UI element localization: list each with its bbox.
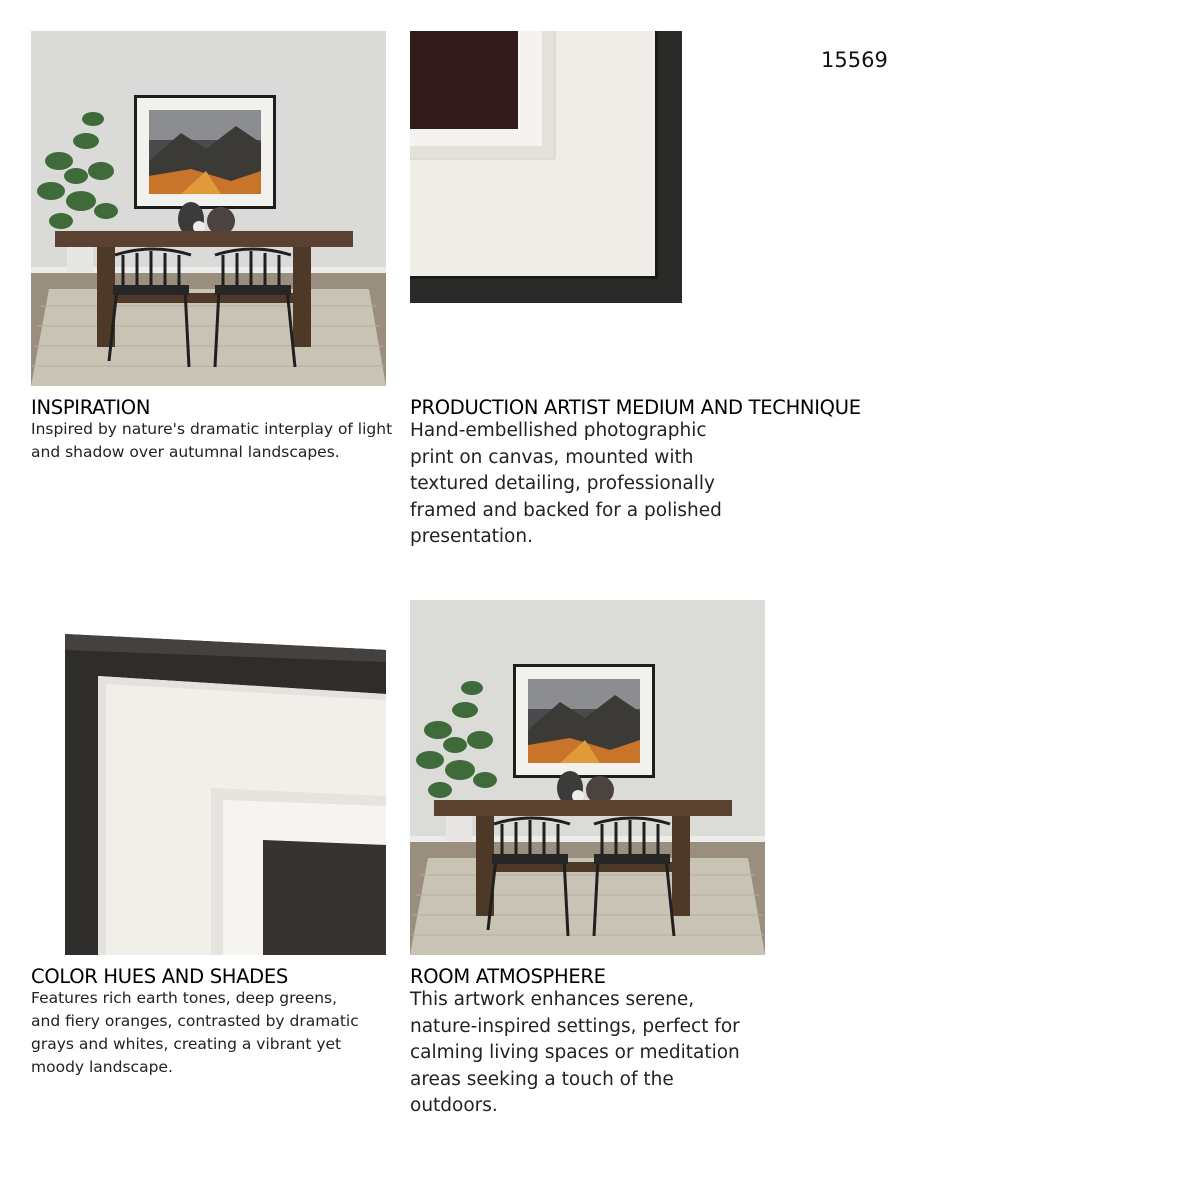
section-body-room: This artwork enhances serene, nature-inspired settings, perfect for calming living spaces or meditation areas seeking a touch of the outdoors. xyxy=(410,989,740,1116)
room-scene-image xyxy=(31,31,386,386)
section-heading-room: ROOM ATMOSPHERE xyxy=(410,965,606,988)
section-heading-color: COLOR HUES AND SHADES xyxy=(31,965,288,988)
room-atmosphere-image xyxy=(410,600,765,955)
product-sku: 15569 xyxy=(821,48,888,72)
section-heading-production: PRODUCTION ARTIST MEDIUM AND TECHNIQUE xyxy=(410,396,861,419)
section-body-color: Features rich earth tones, deep greens, and fiery oranges, contrasted by dramatic grays and whites, creating a vibrant yet moody landscape. xyxy=(31,989,359,1076)
frame-corner-closeup-image xyxy=(410,31,682,303)
section-body-inspiration: Inspired by nature's dramatic interplay of light and shadow over autumnal landscapes. xyxy=(31,420,393,461)
section-body-production: Hand-embellished photographic print on canvas, mounted with textured detailing, professionally framed and backed for a polished presentation. xyxy=(410,420,722,547)
frame-texture-closeup-image xyxy=(31,600,386,955)
section-heading-inspiration: INSPIRATION xyxy=(31,396,151,419)
